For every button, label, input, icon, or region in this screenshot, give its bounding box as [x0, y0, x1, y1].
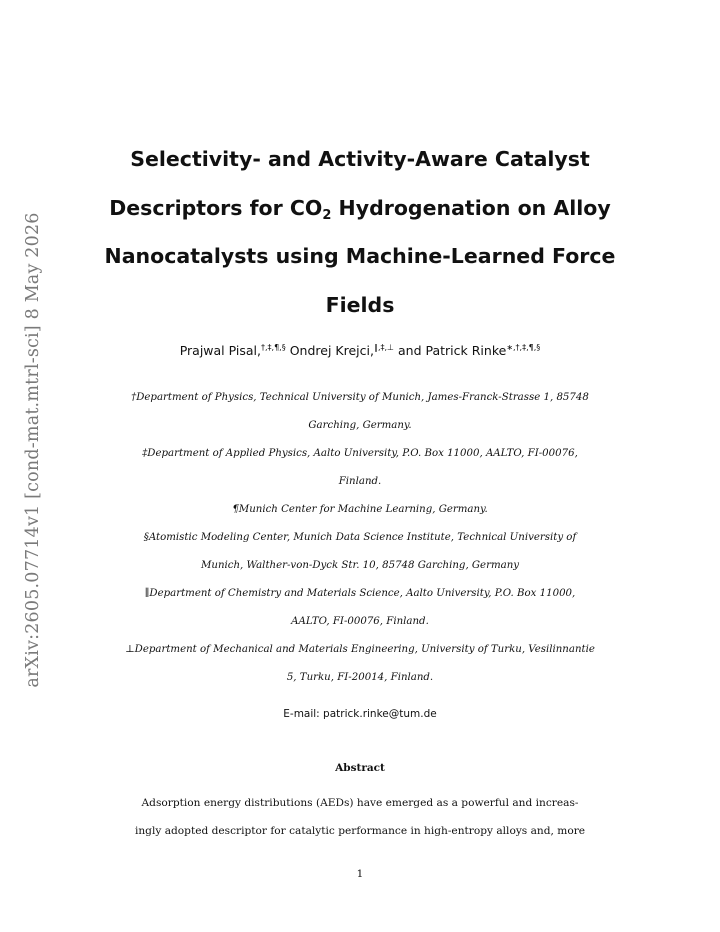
- author-conjunction: and: [397, 343, 422, 358]
- title-line-1: Selectivity- and Activity-Aware Catalyst: [130, 147, 590, 171]
- author-marks: †,‡,¶,§: [260, 343, 286, 352]
- affiliation-line: Garching, Germany.: [308, 420, 412, 431]
- abstract-body: [110, 790, 610, 845]
- author-name: Patrick Rinke: [425, 343, 507, 358]
- title-line-2-pre: Descriptors for CO: [109, 195, 323, 220]
- affiliation: [75, 496, 645, 524]
- title-line-2-post: Hydrogenation on Alloy: [331, 195, 611, 220]
- title-line-3: Nanocatalysts using Machine-Learned Force: [104, 244, 616, 268]
- affiliation-line: Finland.: [338, 476, 382, 487]
- affiliation: [75, 636, 645, 692]
- title-line-4: Fields: [325, 292, 395, 317]
- abstract-line: Adsorption energy distributions (AEDs) have emerged as a powerful and increas-: [141, 797, 579, 809]
- author-name: Ondrej Krejci,: [289, 343, 374, 358]
- author-list: [60, 343, 660, 358]
- arxiv-stamp-text: arXiv:2605.07714v1 [cond-mat.mtrl-sci] 8 May 2026: [23, 212, 43, 688]
- affiliation-line: §Atomistic Modeling Center, Munich Data Science Institute, Technical University of: [143, 532, 577, 543]
- affiliation-line: ¶Munich Center for Machine Learning, Germany.: [232, 504, 488, 515]
- affiliation-line: ∥Department of Chemistry and Materials Science, Aalto University, P.O. Box 11000,: [144, 588, 576, 599]
- title-line-2: [90, 184, 630, 233]
- paper-title: [90, 135, 630, 329]
- affiliation-line: ‡Department of Applied Physics, Aalto University, P.O. Box 11000, AALTO, FI-00076,: [142, 448, 578, 459]
- affiliation-line: 5, Turku, FI-20014, Finland.: [286, 672, 434, 683]
- affiliation-line: Munich, Walther-von-Dyck Str. 10, 85748 Garching, Germany: [200, 560, 520, 571]
- affiliation: [75, 384, 645, 440]
- author-marks: ∥,‡,⊥: [373, 343, 394, 352]
- author-marks: ∗,†,‡,¶,§: [506, 343, 541, 352]
- affiliation-line: AALTO, FI-00076, Finland.: [291, 616, 429, 627]
- affiliation: [75, 580, 645, 636]
- arxiv-stamp: [20, 205, 46, 695]
- page-number: 1: [356, 868, 364, 880]
- abstract-heading: Abstract: [335, 762, 385, 774]
- abstract-line: ingly adopted descriptor for catalytic performance in high-entropy alloys and, more: [134, 824, 586, 837]
- contact-email: E-mail: patrick.rinke@tum.de: [283, 708, 437, 720]
- title-subscript: 2: [322, 207, 332, 223]
- affiliation: [75, 440, 645, 496]
- affiliation: [75, 524, 645, 580]
- author-name: Prajwal Pisal,: [179, 343, 261, 358]
- affiliation-line: †Department of Physics, Technical University of Munich, James-Franck-Strasse 1, 85748: [131, 392, 589, 403]
- affiliation-line: ⊥Department of Mechanical and Materials Engineering, University of Turku, Vesilinnantie: [125, 644, 595, 655]
- affiliation-list: [75, 384, 645, 692]
